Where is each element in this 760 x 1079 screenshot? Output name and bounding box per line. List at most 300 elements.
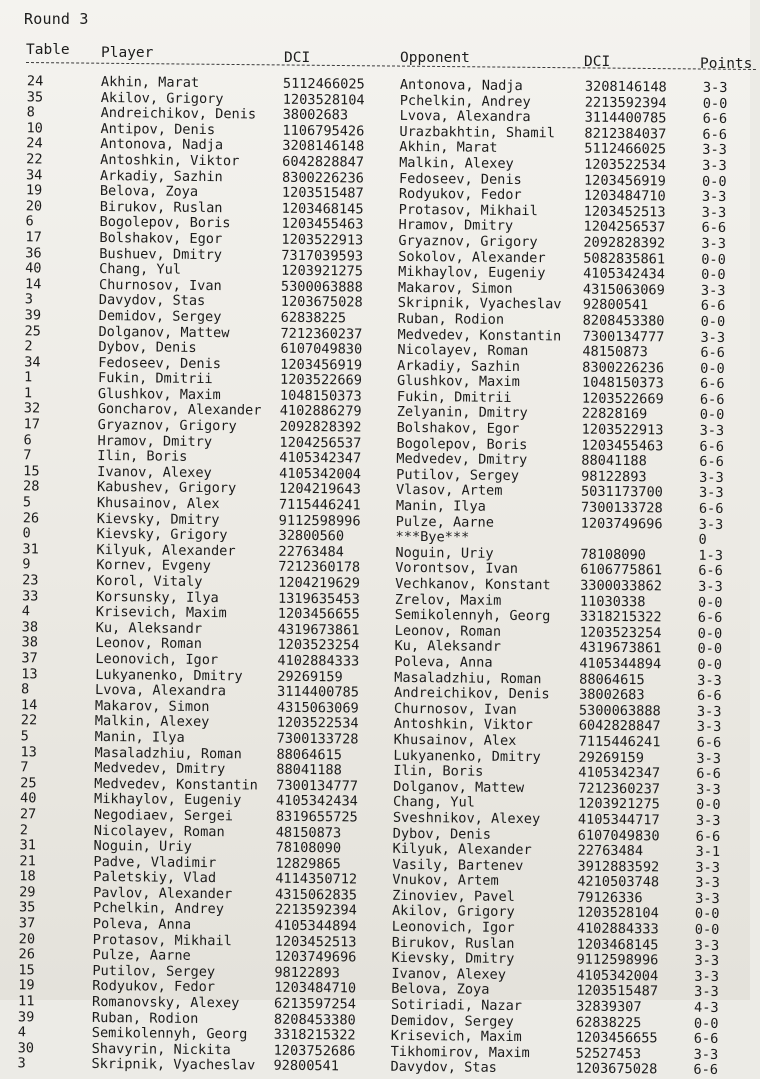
opponent-dci: 4105344717 [577,811,660,829]
player-dci: 2092828392 [279,418,362,436]
points: 3-3 [695,890,720,907]
opponent-name: Nicolayev, Roman [397,341,529,360]
opponent-dci: 29269159 [578,749,645,766]
opponent-dci: 1203523254 [579,624,662,642]
table-number: 6 [25,213,34,230]
player-dci: 3318215322 [273,1026,356,1044]
opponent-name: Krisevich, Maxim [390,1028,522,1046]
player-dci: 1203921275 [281,262,364,280]
player-name: Paletskiy, Vlad [93,869,217,887]
opponent-name: Vnukov, Artem [392,872,499,890]
opponent-dci: 78108090 [580,546,646,564]
player-dci: 7300134777 [276,777,359,795]
points: 3-3 [702,79,728,96]
opponent-name: Antonova, Nadja [399,76,523,95]
opponent-name: Leonov, Roman [394,622,502,640]
opponent-dci: 7300134777 [582,328,665,345]
table-number: 17 [25,229,42,246]
opponent-name: Antoshkin, Viktor [393,716,533,734]
player-name: Chang, Yul [99,261,182,278]
player-dci: 1106795426 [282,122,365,140]
opponent-dci: 92800541 [582,296,649,314]
points: 3-3 [694,952,720,970]
table-number: 13 [21,665,38,682]
player-name: Akhin, Marat [100,73,200,91]
points: 6-6 [696,734,722,751]
player-dci: 3114400785 [277,683,359,701]
opponent-dci: 1203522669 [581,390,664,408]
points: 3-3 [695,874,720,892]
table-number: 28 [22,478,40,495]
opponent-dci: 2092828392 [583,234,666,252]
player-dci: 4114350712 [275,870,358,888]
opponent-name: Zrelov, Maxim [394,591,502,609]
points: 3-1 [695,843,721,861]
player-name: Pulze, Aarne [92,947,191,965]
points: 3-3 [695,812,721,829]
opponent-dci: 4102884333 [576,920,659,938]
opponent-name: Pulze, Aarne [395,513,495,531]
opponent-dci: 3318215322 [579,608,662,626]
player-name: Negodiaev, Sergei [93,806,234,825]
table-number: 40 [25,260,42,277]
opponent-name: Akilov, Grigory [391,903,515,921]
player-name: Antoshkin, Viktor [100,151,240,170]
table-number: 30 [17,1040,35,1057]
points: 3-3 [701,188,727,206]
player-name: Masaladzhiu, Roman [94,744,242,762]
opponent-name: Ivanov, Alexey [391,965,507,983]
table-number: 3 [17,1055,26,1072]
table-number: 31 [22,541,39,558]
table-number: 31 [19,837,37,854]
points: 3-3 [702,157,727,174]
player-name: Glushkov, Maxim [97,385,221,404]
player-dci: 1203456919 [280,356,363,374]
points: 6-6 [701,220,727,237]
player-name: Dolganov, Mattew [98,323,230,341]
opponent-dci: 4105342004 [576,967,659,985]
points: 3-3 [694,937,720,954]
player-name: Kilyuk, Alexander [96,541,236,560]
player-name: Nicolayev, Roman [93,822,225,840]
points: 0-0 [700,360,725,377]
table-number: 26 [18,946,36,963]
table-number: 20 [18,930,36,948]
table-number: 13 [20,743,37,760]
player-name: Demidov, Sergey [98,307,222,326]
points: 3-3 [698,485,724,502]
player-name: Birukov, Ruslan [99,198,223,216]
opponent-dci: 5112466025 [584,140,667,158]
opponent-dci: 4105342434 [583,265,666,283]
opponent-name: Manin, Ilya [395,497,486,515]
player-name: Bolshakov, Egor [99,229,223,248]
player-dci: 22763484 [278,543,344,561]
table-number: 29 [19,884,36,901]
opponent-name: Vorontsov, Ivan [395,560,519,578]
player-name: Fukin, Dmitrii [98,370,213,388]
player-dci: 4105344894 [274,917,357,935]
points: 0-0 [697,625,723,642]
points: 0-0 [699,407,725,424]
player-dci: 1203452513 [274,933,357,951]
opponent-name: Rodyukov, Fedor [398,185,522,204]
player-name: Protasov, Mikhail [92,931,232,949]
opponent-name: Ku, Aleksandr [394,638,502,656]
opponent-name: Lukyanenko, Dmitry [393,747,541,765]
opponent-name: Demidov, Sergey [390,1012,514,1030]
player-name: Leonov, Roman [95,635,203,653]
table-number: 22 [20,712,38,729]
opponent-name: Vlasov, Artem [395,482,503,500]
opponent-name: Urazbakhtin, Shamil [399,123,556,142]
player-dci: 29269159 [277,668,343,685]
opponent-dci: 3912883592 [577,858,660,876]
opponent-name: Medvedev, Konstantin [397,326,562,344]
player-name: Manin, Ilya [94,728,185,746]
player-name: Kabushev, Grigory [96,479,237,497]
points: 6-6 [699,376,725,393]
points: 3-3 [695,859,721,876]
opponent-dci: 62838225 [575,1014,642,1031]
opponent-name: Semikolennyh, Georg [394,607,551,625]
table-number: 23 [22,572,39,589]
points: 6-6 [699,391,725,408]
player-name: Khusainov, Alex [96,494,220,513]
opponent-name: Davydov, Stas [390,1059,497,1077]
table-number: 3 [24,291,34,308]
opponent-dci: 1203675028 [575,1060,658,1078]
opponent-dci: 4105344894 [579,655,662,673]
table-number: 39 [24,307,42,324]
player-dci: 9112598996 [278,512,361,530]
table-number: 4 [17,1024,27,1041]
opponent-dci: 79126336 [577,889,643,907]
points: 6-6 [699,438,725,455]
player-dci: 4105342434 [275,792,358,810]
header-points: Points [700,56,753,72]
opponent-dci: 5031173700 [580,484,663,501]
table-number: 15 [23,463,40,480]
opponent-name: ***Bye*** [395,529,470,546]
opponent-dci: 22763484 [577,842,644,860]
points: 4-3 [693,999,719,1016]
opponent-name: Zinoviev, Pavel [392,887,515,905]
points: 6-6 [697,609,723,627]
table-number: 2 [24,338,33,355]
table-number: 33 [21,587,39,604]
points: 0-0 [701,251,726,268]
opponent-dci: 7300133728 [580,499,663,517]
points: 3-3 [696,750,722,767]
points: 0-0 [694,921,720,939]
round-title: Round 3 [24,10,89,28]
opponent-dci: 1203749696 [580,515,663,533]
player-dci: 1203528104 [282,91,365,109]
table-number: 21 [19,852,36,870]
opponent-dci: 32839307 [575,998,642,1016]
points: 3-3 [701,204,727,221]
opponent-name: Malkin, Alexey [399,154,514,172]
player-name: Medvedev, Dmitry [94,760,226,778]
opponent-dci: 38002683 [578,686,645,704]
opponent-name: Kievsky, Dmitry [391,950,515,968]
player-dci: 1203515487 [281,184,364,202]
table-number: 18 [19,868,36,885]
table-number: 25 [20,774,37,792]
opponent-dci: 3114400785 [584,109,667,127]
points: 3-3 [697,672,722,689]
opponent-dci: 1203468145 [576,936,659,954]
table-number: 17 [23,416,41,433]
points: 6-6 [700,298,726,315]
player-dci: 7115446241 [278,496,361,514]
player-dci: 1203484710 [274,980,357,997]
opponent-dci: 1203452513 [583,203,666,221]
player-dci: 7300133728 [276,730,359,748]
player-dci: 6042828847 [282,153,365,171]
player-dci: 8300226236 [281,169,364,187]
opponent-name: Fukin, Dmitrii [396,388,512,406]
opponent-name: Hramov, Dmitry [398,217,514,235]
player-dci: 4102884333 [277,652,360,670]
player-dci: 4315063069 [276,699,359,717]
player-name: Belova, Zoya [99,183,199,201]
opponent-dci: 4210503748 [577,873,660,891]
player-name: Mikhaylov, Eugeniy [93,791,242,809]
table-number: 4 [21,603,31,620]
points: 3-3 [696,781,721,798]
table-number: 5 [22,494,32,511]
player-name: Ilin, Boris [97,448,188,466]
points: 0-0 [694,906,720,923]
table-number: 32 [23,400,41,417]
player-dci: 62838225 [280,309,347,327]
opponent-name: Churnosov, Ivan [393,700,517,718]
player-dci: 12829865 [275,855,341,872]
opponent-dci: 5082835861 [583,250,666,267]
player-dci: 1203522913 [281,231,364,249]
points: 6-6 [699,453,724,471]
table-number: 35 [18,899,36,916]
opponent-name: Glushkov, Maxim [396,373,520,391]
table-number: 6 [23,431,32,448]
opponent-dci: 88064615 [579,671,645,688]
opponent-dci: 1203522534 [584,156,667,174]
player-dci: 1048150373 [279,387,362,405]
opponent-name: Vechkanov, Konstant [395,575,551,594]
points: 3-3 [701,235,727,252]
opponent-name: Ilin, Boris [393,762,484,780]
player-dci: 1203468145 [281,200,364,218]
player-dci: 98122893 [274,964,340,982]
player-name: Kornev, Evgeny [96,557,211,575]
header-opponent: Opponent [400,50,470,66]
opponent-name: Noguin, Uriy [395,544,494,562]
table-number: 22 [26,151,43,168]
player-name: Bogolepov, Boris [99,214,231,232]
opponent-dci: 1203515487 [576,983,659,1000]
player-name: Noguin, Uriy [93,838,192,855]
opponent-name: Vasily, Bartenev [392,856,524,874]
points: 3-3 [698,516,724,533]
opponent-name: Chang, Yul [392,794,475,811]
player-dci: 88064615 [276,746,343,763]
opponent-name: Medvedev, Dmitry [396,451,528,469]
opponent-name: Sveshnikov, Alexey [392,809,541,828]
points: 0-0 [695,797,721,814]
player-dci: 7317039593 [281,247,364,265]
player-dci: 4315062835 [275,886,358,904]
opponent-dci: 4315063069 [582,281,665,299]
player-name: Gryaznov, Grigory [97,417,237,435]
header-table: Table [26,42,70,58]
player-dci: 92800541 [273,1058,340,1075]
table-number: 34 [24,353,41,371]
player-name: Ku, Aleksandr [95,619,203,637]
header-player: Player [101,45,154,61]
points: 0-0 [702,95,728,112]
table-number: 24 [26,73,44,90]
points: 0-0 [697,656,723,673]
opponent-dci: 7115446241 [578,733,661,751]
opponent-name: Zelyanin, Dmitry [396,404,528,422]
opponent-dci: 1203528104 [576,905,659,922]
opponent-dci: 6106775861 [580,561,663,579]
opponent-name: Pchelkin, Andrey [399,92,531,110]
opponent-dci: 8208453380 [582,312,665,330]
player-name: Pchelkin, Andrey [92,900,225,918]
table-number: 38 [21,634,38,651]
player-dci: 1203522534 [276,715,359,732]
points: 0 [698,531,707,549]
player-name: Skripnik, Vyacheslav [91,1056,256,1074]
table-number: 1 [23,385,33,402]
player-name: Pavlov, Alexander [93,884,233,903]
table-number: 2 [19,821,29,838]
table-number: 5 [20,728,29,745]
player-dci: 32800560 [278,527,345,545]
opponent-name: Skripnik, Vyacheslav [397,295,562,313]
player-name: Leonovich, Igor [95,650,219,669]
points: 6-6 [698,563,723,580]
player-dci: 1203456655 [277,605,360,623]
opponent-dci: 8300226236 [582,359,665,377]
player-name: Korsunsky, Ilya [95,588,219,606]
opponent-dci: 1203456919 [583,172,666,189]
opponent-name: Makarov, Simon [397,279,513,297]
opponent-dci: 1203484710 [583,187,666,205]
opponent-name: Fedoseev, Denis [398,170,522,188]
points: 6-6 [698,500,724,517]
player-dci: 6107049830 [280,340,363,358]
opponent-name: Mikhaylov, Eugeniy [398,263,546,282]
player-dci: 78108090 [275,839,342,857]
player-dci: 2213592394 [274,902,357,919]
points: 3-3 [699,469,724,486]
opponent-name: Bolshakov, Egor [396,419,520,438]
table-number: 19 [18,977,35,994]
table-number: 15 [18,962,35,979]
player-name: Shavyrin, Nickita [91,1040,231,1059]
table-number: 37 [21,650,38,667]
player-name: Davydov, Stas [98,292,206,310]
opponent-dci: 48150873 [582,343,648,361]
player-dci: 7212360178 [278,559,361,576]
header-divider [26,62,756,70]
player-dci: 8319655725 [275,808,358,826]
table-number: 25 [24,322,41,339]
opponent-dci: 8212384037 [584,125,667,143]
player-dci: 8208453380 [273,1011,356,1029]
opponent-name: Tikhomirov, Maxim [390,1043,530,1061]
table-number: 35 [26,88,44,106]
opponent-name: Andreichikov, Denis [393,684,550,703]
player-dci: 1319635453 [277,590,360,608]
points: 6-6 [695,828,721,845]
player-dci: 1203522669 [279,371,362,389]
player-name: Churnosov, Ivan [98,276,222,294]
points: 3-3 [699,422,725,440]
table-number: 8 [21,681,30,698]
player-dci: 1204256537 [279,434,362,452]
points: 3-3 [696,703,722,720]
player-dci: 88041188 [276,761,342,779]
points: 3-3 [702,142,727,159]
table-number: 26 [22,509,40,527]
opponent-dci: 1203455463 [581,437,664,455]
points: 6-6 [693,1030,719,1048]
opponent-name: Sokolov, Alexander [398,248,546,266]
opponent-name: Khusainov, Alex [393,731,517,749]
opponent-name: Gryaznov, Grigory [398,232,538,251]
opponent-name: Lvova, Alexandra [399,108,531,126]
player-name: Goncharov, Alexander [97,401,262,419]
player-name: Andreichikov, Denis [100,105,257,123]
points: 3-3 [700,329,726,346]
player-dci: 5300063888 [280,278,363,296]
player-name: Antonova, Nadja [100,136,224,154]
player-name: Antipov, Denis [100,120,216,138]
player-name: Kievsky, Grigory [96,526,228,544]
opponent-name: Protasov, Mikhail [398,201,538,219]
opponent-dci: 52527453 [575,1045,642,1063]
points: 0-0 [701,173,727,190]
player-name: Fedoseev, Denis [98,354,222,372]
table-number: 1 [24,369,33,386]
table-number: 0 [22,525,31,542]
player-dci: 7212360237 [280,325,363,342]
table-number: 8 [26,104,35,121]
opponent-dci: 1204256537 [583,218,666,236]
player-name: Putilov, Sergey [92,962,216,980]
opponent-name: Poleva, Anna [394,653,493,671]
player-name: Malkin, Alexey [94,713,210,731]
player-name: Akilov, Grigory [100,89,224,107]
player-name: Hramov, Dmitry [97,432,213,450]
table-number: 11 [18,993,35,1010]
table-number: 24 [26,135,43,152]
opponent-dci: 6042828847 [578,717,661,735]
player-dci: 3208146148 [282,138,365,155]
opponent-name: Dybov, Denis [392,825,492,843]
opponent-name: Dolganov, Mattew [393,778,525,796]
player-dci: 4105342347 [279,449,362,467]
points: 6-6 [693,1062,719,1079]
points: 6-6 [702,110,728,128]
player-name: Semikolennyh, Georg [91,1025,248,1043]
